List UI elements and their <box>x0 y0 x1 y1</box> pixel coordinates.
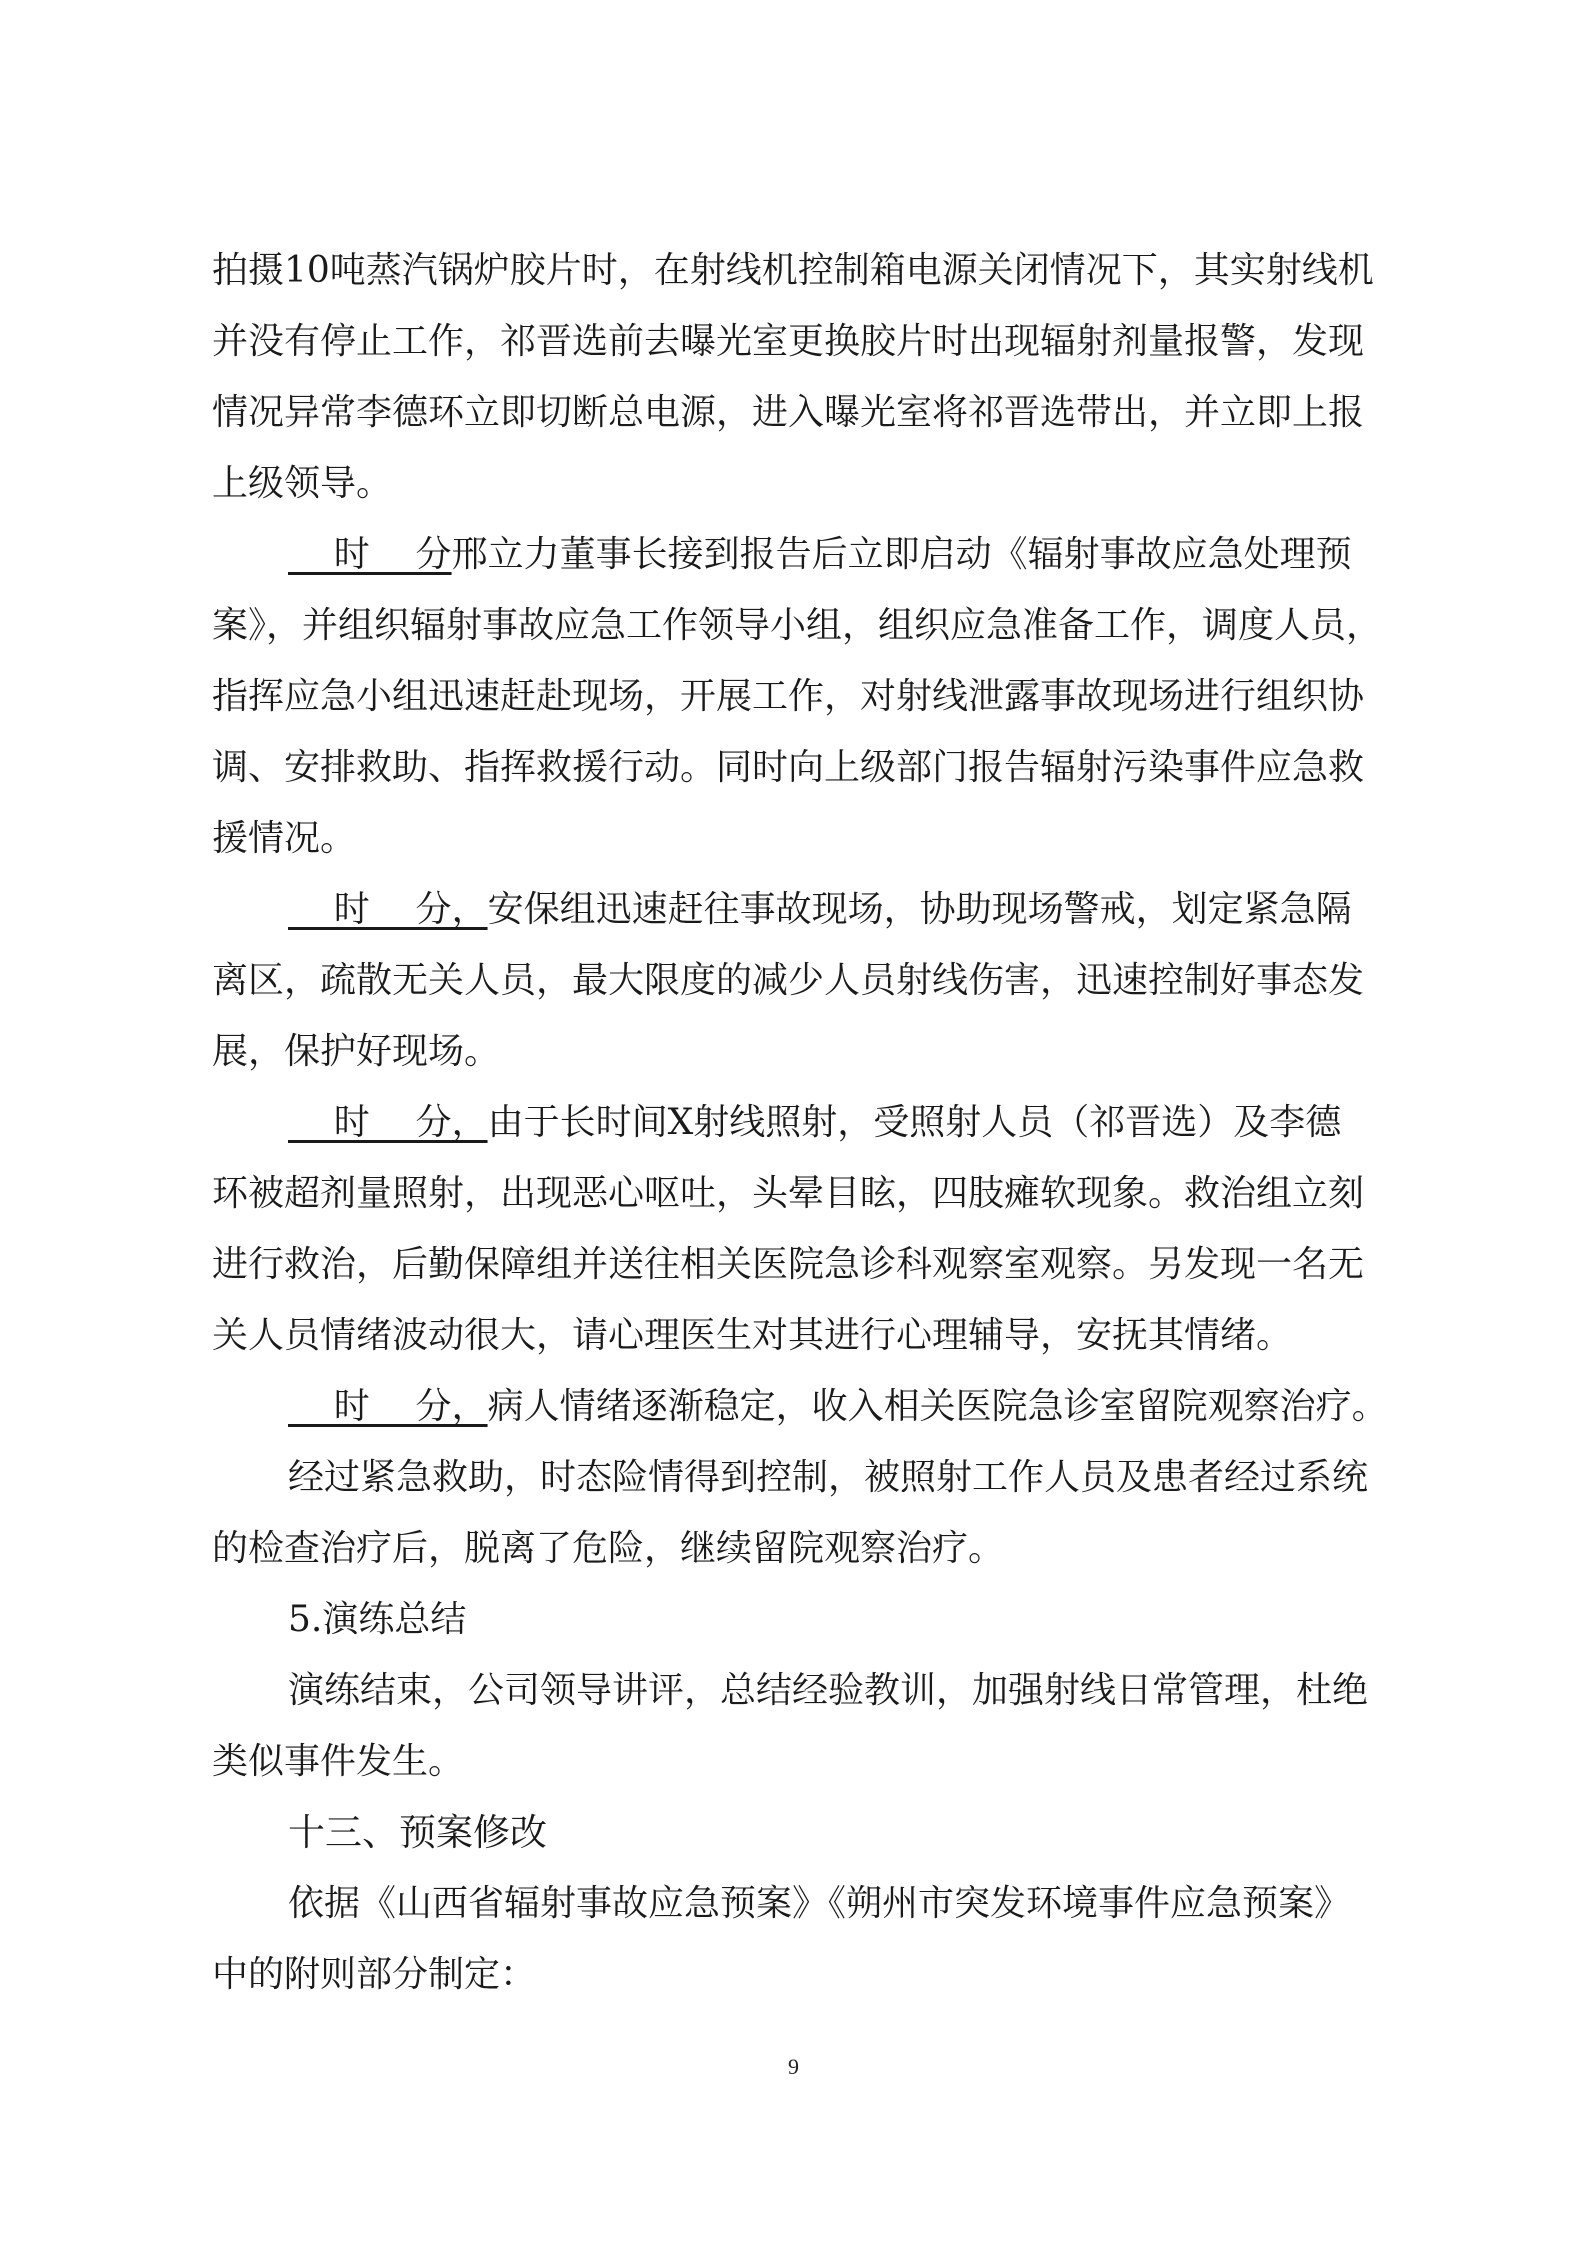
line-text: 并没有停止工作，祁晋选前去曝光室更换胶片时出现辐射剂量报警，发现 <box>212 321 1365 362</box>
text-line <box>212 1584 1402 1655</box>
line-text: 情况异常李德环立即切断总电源，进入曝光室将祁晋选带出，并立即上报 <box>212 392 1365 433</box>
text-line <box>212 803 1402 874</box>
line-text: 环被超剂量照射，出现恶心呕吐，头晕目眩，四肢瘫软现象。救治组立刻 <box>212 1173 1365 1214</box>
line-text: 拍摄10吨蒸汽锅炉胶片时，在射线机控制箱电源关闭情况下，其实射线机 <box>212 250 1374 291</box>
text-line <box>212 1442 1402 1513</box>
line-text: 5.演练总结 <box>288 1599 467 1640</box>
text-line <box>212 448 1402 519</box>
time-blank: 时 分 <box>288 534 452 575</box>
line-text: 展，保护好现场。 <box>212 1031 501 1072</box>
text-line <box>212 1513 1402 1584</box>
line-text: 上级领导。 <box>212 463 393 504</box>
line-text: 安保组迅速赶往事故现场，协助现场警戒，划定紧急隔 <box>487 889 1352 930</box>
text-line <box>212 306 1402 377</box>
text-line <box>212 1016 1402 1087</box>
line-text: 指挥应急小组迅速赶赴现场，开展工作，对射线泄露事故现场进行组织协 <box>212 676 1365 717</box>
line-text: 离区，疏散无关人员，最大限度的减少人员射线伤害，迅速控制好事态发 <box>212 960 1365 1001</box>
text-line <box>212 235 1402 306</box>
text-line <box>212 590 1402 661</box>
line-text: 十三、预案修改 <box>288 1811 547 1854</box>
text-line <box>212 1300 1402 1371</box>
text-line <box>212 1087 1402 1158</box>
text-line <box>212 1371 1402 1442</box>
time-blank: 时 分， <box>288 1102 488 1143</box>
line-text: 进行救治，后勤保障组并送往相关医院急诊科观察室观察。另发现一名无 <box>212 1244 1365 1285</box>
text-line <box>212 1158 1402 1229</box>
line-text: 援情况。 <box>212 818 357 859</box>
line-text: 经过紧急救助，时态险情得到控制，被照射工作人员及患者经过系统 <box>288 1457 1369 1498</box>
text-line <box>212 1939 1402 2010</box>
line-text: 关人员情绪波动很大，请心理医生对其进行心理辅导，安抚其情绪。 <box>212 1315 1293 1356</box>
text-line <box>212 1229 1402 1300</box>
time-blank: 时 分， <box>288 889 488 930</box>
line-text: 类似事件发生。 <box>212 1741 465 1782</box>
page-number: 9 <box>788 2054 799 2079</box>
section-heading <box>212 1797 1402 1868</box>
text-line <box>212 874 1402 945</box>
line-text: 依据《山西省辐射事故应急预案》《朔州市突发环境事件应急预案》 <box>288 1883 1351 1924</box>
time-blank: 时 分， <box>288 1386 488 1427</box>
text-line <box>212 377 1402 448</box>
line-text: 调、安排救助、指挥救援行动。同时向上级部门报告辐射污染事件应急救 <box>212 747 1365 788</box>
line-text: 案》，并组织辐射事故应急工作领导小组，组织应急准备工作，调度人员， <box>212 605 1383 646</box>
text-line <box>212 1726 1402 1797</box>
text-line <box>212 945 1402 1016</box>
line-text: 演练结束，公司领导讲评，总结经验教训，加强射线日常管理，杜绝 <box>288 1670 1369 1711</box>
document-body <box>212 235 1402 2010</box>
line-text: 邢立力董事长接到报告后立即启动《辐射事故应急处理预 <box>451 534 1352 575</box>
line-text: 的检查治疗后，脱离了危险，继续留院观察治疗。 <box>212 1528 1005 1569</box>
text-line <box>212 1655 1402 1726</box>
text-line <box>212 519 1402 590</box>
text-line <box>212 1868 1402 1939</box>
line-text: 由于长时间X射线照射，受照射人员（祁晋选）及李德 <box>487 1102 1342 1143</box>
text-line <box>212 732 1402 803</box>
line-text: 病人情绪逐渐稳定，收入相关医院急诊室留院观察治疗。 <box>487 1386 1388 1427</box>
line-text: 中的附则部分制定： <box>212 1954 537 1995</box>
text-line <box>212 661 1402 732</box>
